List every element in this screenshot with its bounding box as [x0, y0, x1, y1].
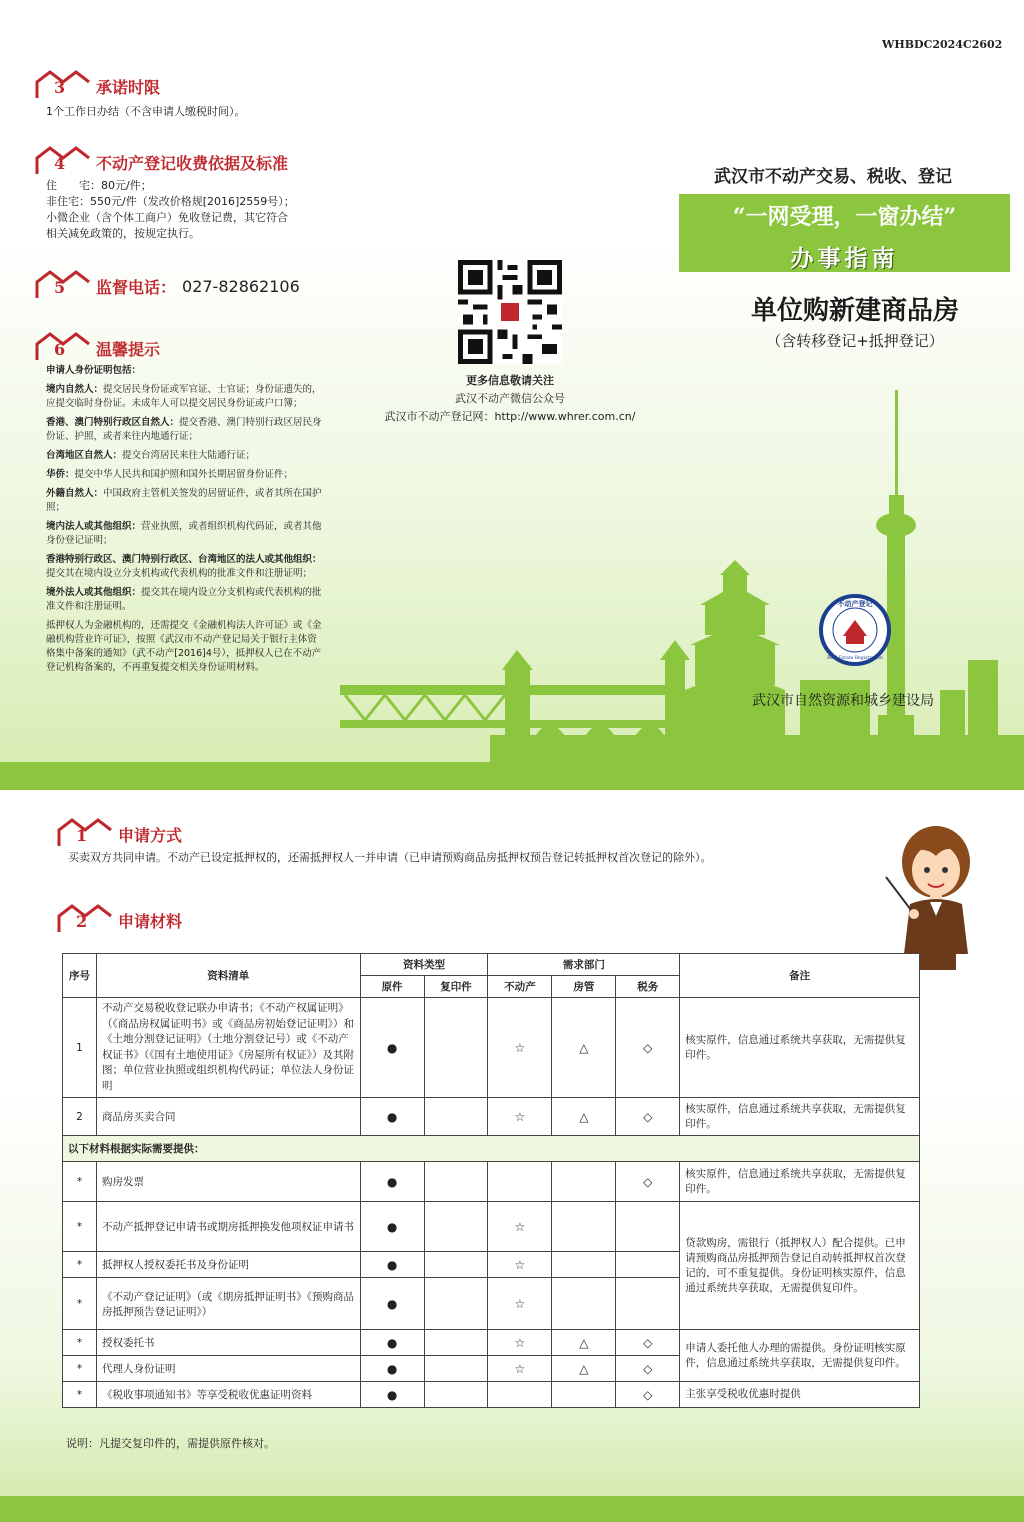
cell-copy — [424, 1356, 488, 1382]
cell-housing: △ — [552, 998, 616, 1098]
section-2-header — [56, 902, 182, 938]
section-1-number: 1 — [76, 826, 88, 845]
follow-info — [370, 372, 650, 426]
section-3-text: 1个工作日办结（不含申请人缴税时间）。 — [46, 105, 246, 118]
cell-tax: ◇ — [616, 1330, 680, 1356]
cell-seq: * — [63, 1382, 97, 1408]
cell-housing — [552, 1202, 616, 1252]
cell-realestate: ☆ — [488, 1252, 552, 1278]
cell-original: ● — [360, 1278, 424, 1330]
table-row — [63, 1162, 920, 1202]
cell-realestate — [488, 1162, 552, 1202]
section-number-badge — [34, 330, 92, 366]
cell-housing — [552, 1382, 616, 1408]
cell-seq: * — [63, 1162, 97, 1202]
tip-item: 华侨：提交中华人民共和国护照和国外长期居留身份证件； — [46, 469, 294, 480]
header-realestate: 不动产 — [488, 976, 552, 998]
top-green-band — [0, 762, 1024, 790]
cell-tax — [616, 1252, 680, 1278]
header-type: 资料类型 — [360, 954, 488, 976]
cell-housing — [552, 1162, 616, 1202]
fee-line: 相关减免政策的，按规定执行。 — [46, 227, 200, 240]
fee-line: 非住宅：550元/件（发改价格规[2016]2559号）； — [46, 195, 295, 208]
section-3-header — [34, 68, 160, 104]
section-number-badge — [34, 268, 92, 304]
section-5-title: 监督电话： — [96, 277, 177, 297]
cell-realestate: ☆ — [488, 1330, 552, 1356]
table-subheader — [63, 1136, 920, 1162]
section-3-title: 承诺时限 — [96, 77, 161, 97]
cell-tax: ◇ — [616, 1382, 680, 1408]
section-4-body — [46, 178, 336, 242]
tip-item: 抵押权人为金融机构的，还需提交《金融机构法人许可证》或《金融机构营业许可证》，按照《武汉市不动产登记局关于银行主体资格集中备案的通知》（武不动产[2016]4号），抵押权人已在不动产登记机构备案的，不再重复提交相关身份证明材料。 — [46, 620, 322, 673]
cover-org-line: 武汉市不动产交易、税收、登记 — [714, 167, 952, 187]
tip-item: 境内自然人：提交居民身份证或军官证、士官证；身份证遗失的，应提交临时身份证。未成年人可以提交居民身份证或户口簿； — [46, 384, 322, 409]
cell-original: ● — [360, 1382, 424, 1408]
follow-line-2: 武汉不动产微信公众号 — [455, 392, 565, 405]
follow-line-1: 更多信息敬请关注 — [466, 374, 554, 387]
section-5-number: 5 — [54, 278, 66, 297]
document-title: 单位购新建商品房 — [750, 296, 959, 326]
cell-copy — [424, 1330, 488, 1356]
fee-line: 住 宅：80元/件； — [46, 179, 152, 192]
tips-list — [46, 364, 322, 675]
table-row — [63, 1330, 920, 1356]
tip-item: 香港特别行政区、澳门特别行政区、台湾地区的法人或其他组织：提交其在境内设立分支机构或代表机构的批准文件和注册证明； — [46, 554, 322, 579]
table-row — [63, 998, 920, 1098]
section-number-badge — [34, 144, 92, 180]
cell-seq: 2 — [63, 1098, 97, 1136]
cell-seq: * — [63, 1252, 97, 1278]
cell-name: 《税收事项通知书》等享受税收优惠证明资料 — [96, 1382, 360, 1408]
cell-copy — [424, 1098, 488, 1136]
table-row — [63, 1382, 920, 1408]
section-6-number: 6 — [54, 340, 66, 359]
cell-tax: ◇ — [616, 1098, 680, 1136]
cell-name: 《不动产登记证明》（或《期房抵押证明书》《预购商品房抵押预告登记证明》） — [96, 1278, 360, 1330]
guide-woman-illustration — [878, 822, 988, 972]
guide-title: 办事指南 — [790, 245, 899, 272]
header-remark: 备注 — [680, 954, 920, 998]
slogan-text: “一网受理，一窗办结” — [732, 204, 957, 230]
cell-remark-merged: 贷款购房，需银行（抵押权人）配合提供。已申请预购商品房抵押预告登记自动转抵押权首次登记的，可不重复提供。身份证明核实原件，信息通过系统共享获取，无需提供复印件。 — [680, 1202, 920, 1330]
section-number-badge — [34, 68, 92, 104]
optional-subheader: 以下材料根据实际需要提供： — [63, 1136, 920, 1162]
cell-housing: △ — [552, 1098, 616, 1136]
cell-seq: * — [63, 1330, 97, 1356]
cell-original: ● — [360, 1202, 424, 1252]
materials-table — [62, 953, 920, 1408]
cell-housing: △ — [552, 1330, 616, 1356]
cell-original: ● — [360, 1162, 424, 1202]
tip-item: 境外法人或其他组织：提交其在境内设立分支机构或代表机构的批准文件和注册证明。 — [46, 587, 322, 612]
document-subtitle: （含转移登记+抵押登记） — [766, 332, 944, 350]
cell-realestate: ☆ — [488, 1356, 552, 1382]
header-housing: 房管 — [552, 976, 616, 998]
header-list: 资料清单 — [96, 954, 360, 998]
section-2-number: 2 — [76, 912, 88, 931]
section-number-badge — [56, 816, 114, 852]
cell-original: ● — [360, 1252, 424, 1278]
section-2-title: 申请材料 — [118, 911, 183, 931]
cell-housing — [552, 1252, 616, 1278]
header-dept: 需求部门 — [488, 954, 680, 976]
cell-copy — [424, 1252, 488, 1278]
cell-seq: * — [63, 1278, 97, 1330]
cell-name: 商品房买卖合同 — [96, 1098, 360, 1136]
section-1-title: 申请方式 — [118, 825, 183, 845]
table-row — [63, 1098, 920, 1136]
section-1-text: 买卖双方共同申请。不动产已设定抵押权的，还需抵押权人一并申请（已申请预购商品房抵押权预告登记转抵押权首次登记的除外）。 — [68, 851, 712, 864]
section-number-badge — [56, 902, 114, 938]
logo-en-text: Real Estate Registration — [827, 656, 883, 661]
section-6-title: 温馨提示 — [96, 339, 161, 359]
cell-copy — [424, 1202, 488, 1252]
tip-item: 外籍自然人：中国政府主管机关签发的居留证件，或者其所在国护照； — [46, 488, 322, 513]
document-code: WHBDC2024C2602 — [882, 38, 1003, 51]
cell-tax: ◇ — [616, 998, 680, 1098]
cell-tax: ◇ — [616, 1356, 680, 1382]
cell-seq: * — [63, 1202, 97, 1252]
cell-realestate — [488, 1382, 552, 1408]
header-copy: 复印件 — [424, 976, 488, 998]
section-6-header — [34, 330, 160, 366]
tip-item: 境内法人或其他组织：营业执照，或者组织机构代码证，或者其他身份登记证明； — [46, 521, 322, 546]
header-seq: 序号 — [63, 954, 97, 998]
cell-tax: ◇ — [616, 1162, 680, 1202]
cell-original: ● — [360, 1098, 424, 1136]
cell-seq: * — [63, 1356, 97, 1382]
cell-name: 不动产抵押登记申请书或期房抵押换发他项权证申请书 — [96, 1202, 360, 1252]
cell-seq: 1 — [63, 998, 97, 1098]
cell-housing: △ — [552, 1356, 616, 1382]
cell-copy — [424, 998, 488, 1098]
cell-original: ● — [360, 998, 424, 1098]
section-1-header — [56, 816, 182, 852]
issuing-bureau: 武汉市自然资源和城乡建设局 — [752, 693, 934, 709]
cell-copy — [424, 1162, 488, 1202]
cell-original: ● — [360, 1356, 424, 1382]
cell-remark: 核实原件，信息通过系统共享获取，无需提供复印件。 — [680, 998, 920, 1098]
tip-item: 香港、澳门特别行政区自然人：提交香港、澳门特别行政区居民身份证、护照，或者来往内地通行证； — [46, 417, 322, 442]
cell-copy — [424, 1278, 488, 1330]
cell-realestate: ☆ — [488, 1278, 552, 1330]
table-footnote: 说明：凡提交复印件的，需提供原件核对。 — [66, 1437, 275, 1450]
cell-original: ● — [360, 1330, 424, 1356]
cell-name: 不动产交易税收登记联办申请书；《不动产权属证明》（《商品房权属证明书》或《商品房初始登记证明》）和《土地分割登记证明》（土地分割登记号）或《不动产权证书》（《国有土地使用证》《房屋所有权证》）及其附图；单位营业执照或组织机构代码证；单位法人身份证明 — [96, 998, 360, 1098]
table-header-row — [63, 954, 920, 976]
cell-remark: 核实原件，信息通过系统共享获取，无需提供复印件。 — [680, 1098, 920, 1136]
cell-remark: 核实原件，信息通过系统共享获取，无需提供复印件。 — [680, 1162, 920, 1202]
cell-name: 授权委托书 — [96, 1330, 360, 1356]
bottom-green-band — [0, 1496, 1024, 1522]
cell-tax — [616, 1202, 680, 1252]
section-4-number: 4 — [54, 154, 66, 173]
table-row — [63, 1202, 920, 1252]
cell-realestate: ☆ — [488, 1202, 552, 1252]
header-tax: 税务 — [616, 976, 680, 998]
tip-item: 台湾地区自然人：提交台湾居民来往大陆通行证； — [46, 450, 256, 461]
website-link[interactable]: 武汉市不动产登记网：http://www.whrer.com.cn/ — [384, 410, 636, 423]
cell-realestate: ☆ — [488, 998, 552, 1098]
header-original: 原件 — [360, 976, 424, 998]
tip-item: 申请人身份证明包括： — [46, 365, 142, 376]
cell-remark-merged: 申请人委托他人办理的需提供。身份证明核实原件，信息通过系统共享获取，无需提供复印件。 — [680, 1330, 920, 1382]
cell-name: 代理人身份证明 — [96, 1356, 360, 1382]
section-3-number: 3 — [54, 78, 66, 97]
cell-remark: 主张享受税收优惠时提供 — [680, 1382, 920, 1408]
section-5-header — [34, 268, 300, 304]
cell-housing — [552, 1278, 616, 1330]
cell-copy — [424, 1382, 488, 1408]
section-4-title: 不动产登记收费依据及标准 — [96, 153, 289, 173]
fee-line: 小微企业（含个体工商户）免收登记费，其它符合 — [46, 211, 288, 224]
qr-code[interactable] — [458, 260, 562, 364]
cell-tax — [616, 1278, 680, 1330]
logo-cn-text: 不动产登记 — [837, 600, 873, 608]
section-4-header — [34, 144, 288, 180]
cell-realestate: ☆ — [488, 1098, 552, 1136]
supervision-phone: 027-82862106 — [182, 276, 300, 296]
cell-name: 购房发票 — [96, 1162, 360, 1202]
cell-name: 抵押权人授权委托书及身份证明 — [96, 1252, 360, 1278]
registration-logo — [821, 596, 889, 664]
